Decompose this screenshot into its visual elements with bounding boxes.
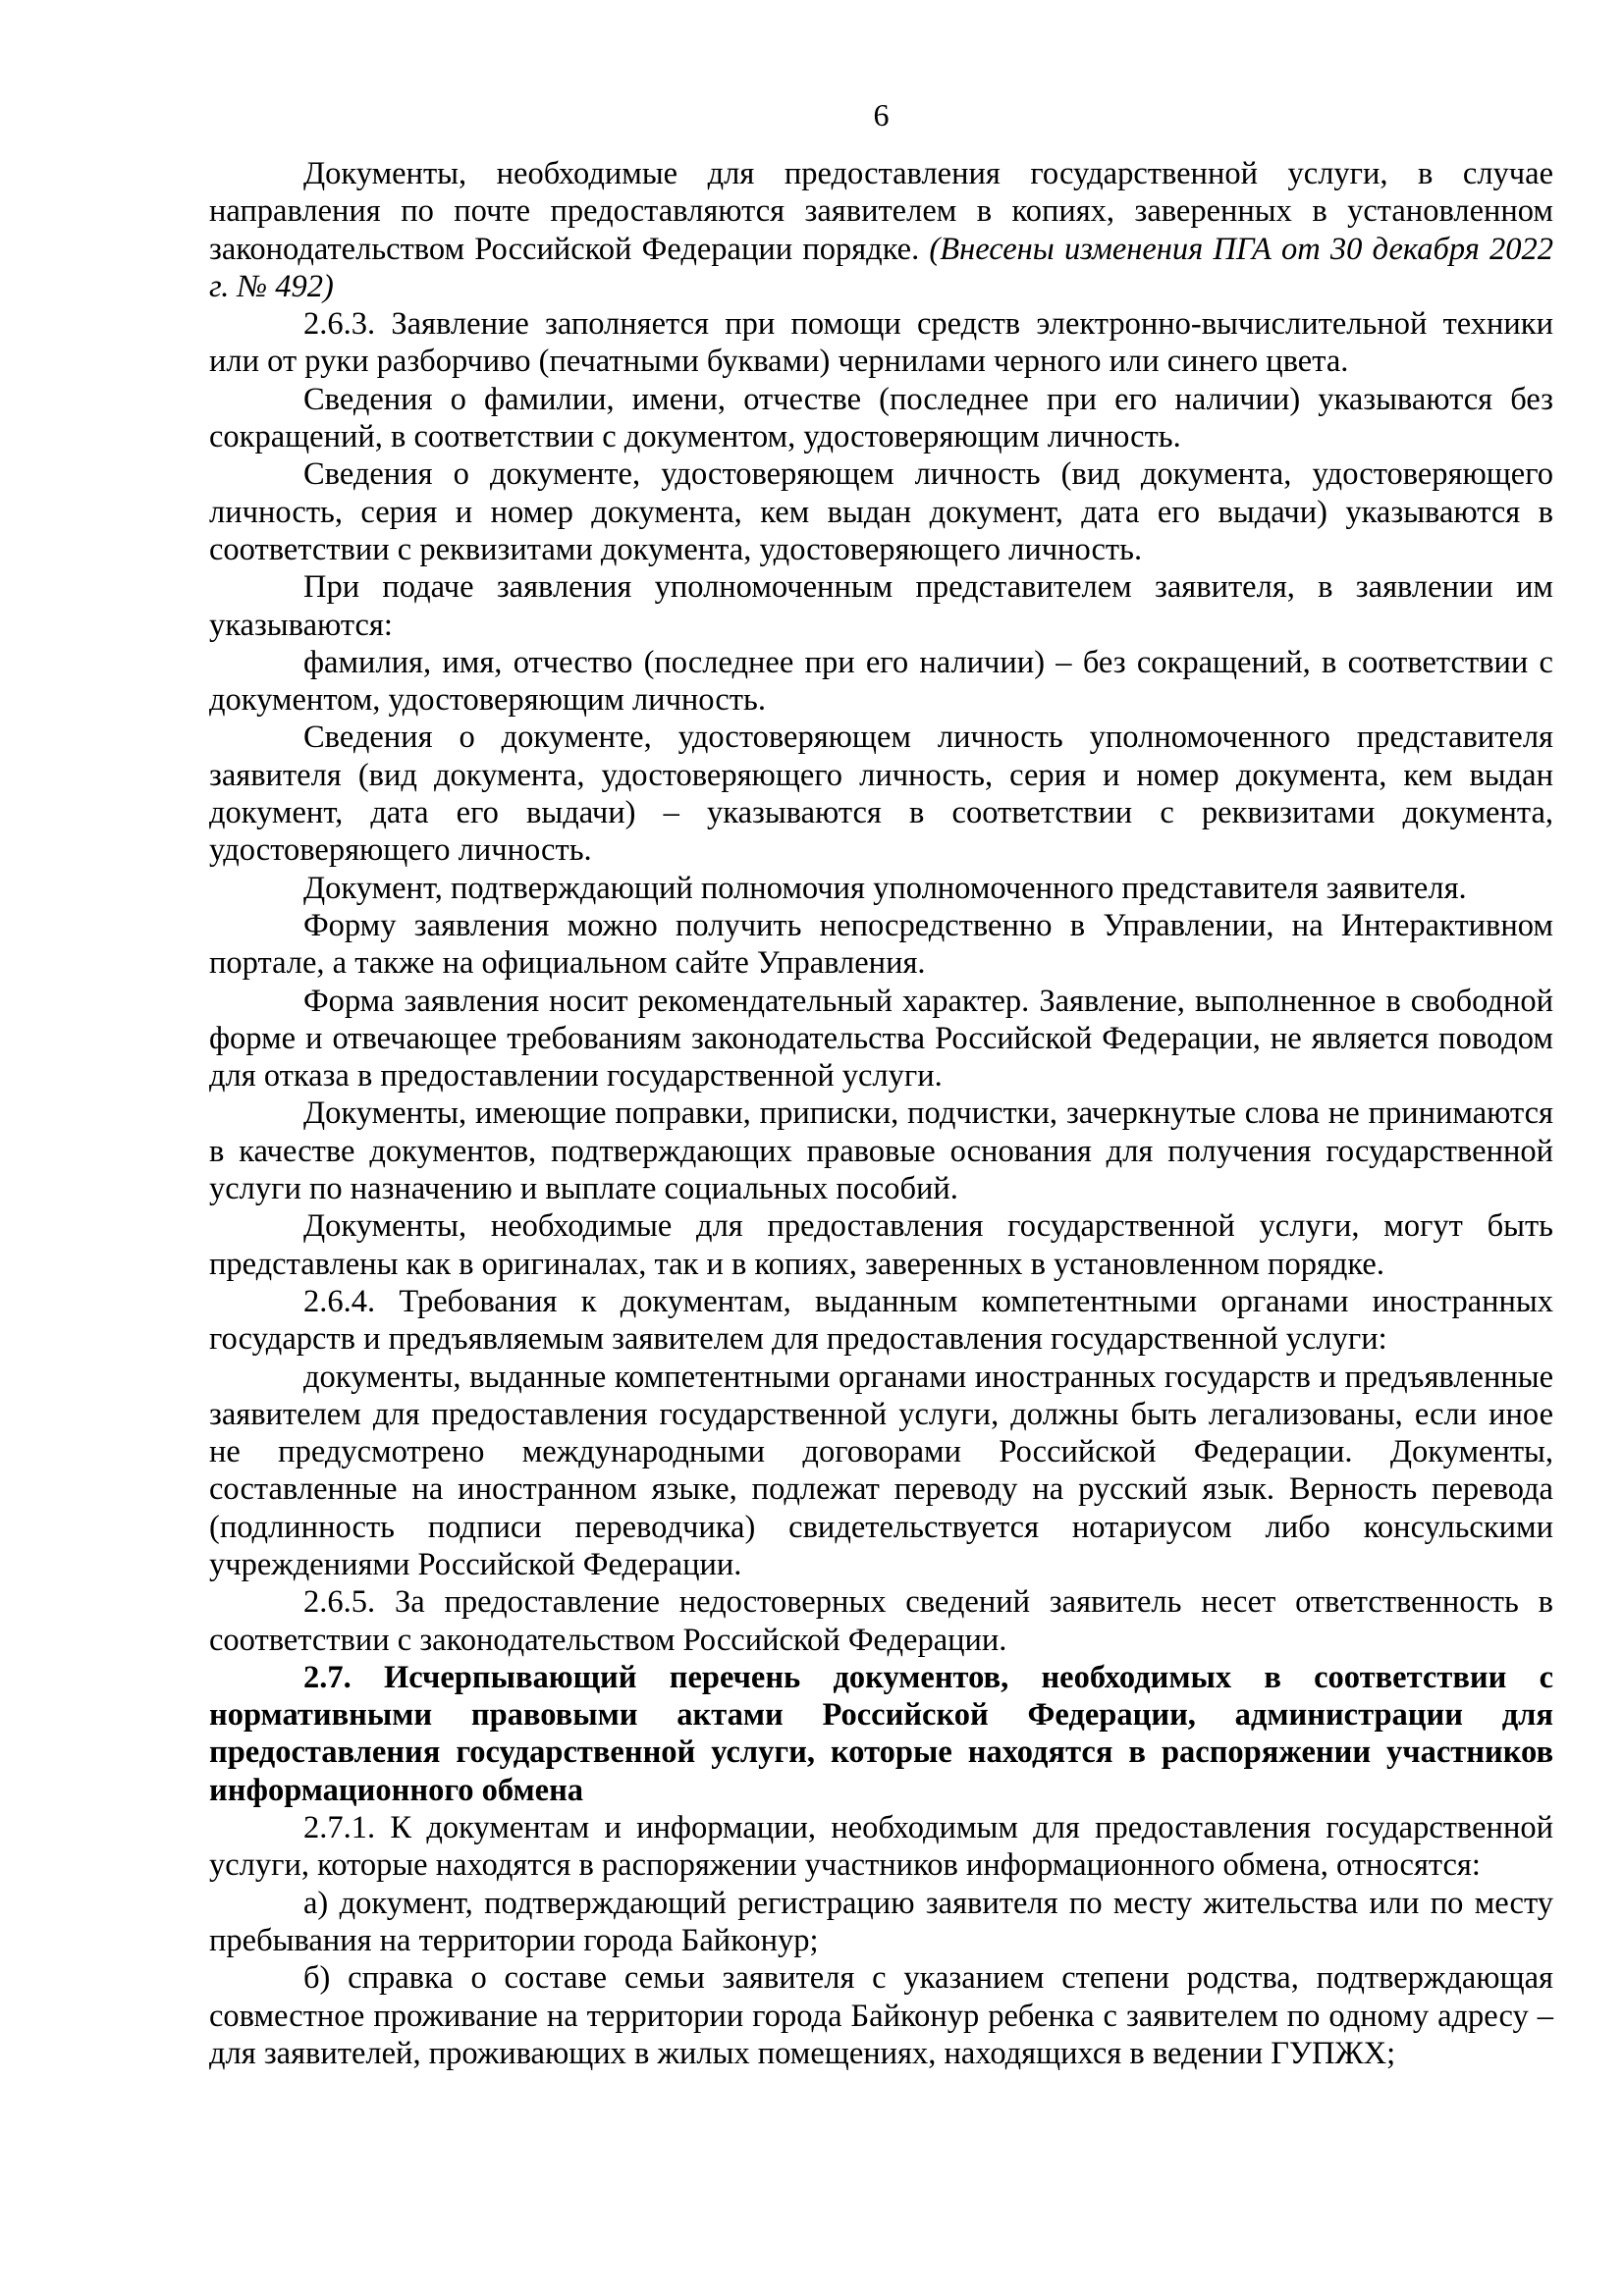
paragraph-text: Документы, необходимые для предоставления государственной услуги, в случае направления по почте предоставляются заявителем в копиях, заверенных в установленном законодательством Российской Федерации порядке.	[209, 156, 1553, 267]
paragraph-2-6-5: 2.6.5. За предоставление недостоверных сведений заявитель несет ответственность в соответствии с законодательством Российской Федерации.	[209, 1584, 1553, 1658]
paragraph-representative-name: фамилия, имя, отчество (последнее при его наличии) – без сокращений, в соответствии с документом, удостоверяющим личность.	[209, 644, 1553, 719]
paragraph-postal-documents	[209, 155, 1553, 305]
paragraph-2-7-1: 2.7.1. К документам и информации, необходимым для предоставления государственной услуги, которые находятся в распоряжении участников информационного обмена, относятся:	[209, 1810, 1553, 1884]
list-item-b: б) справка о составе семьи заявителя с указанием степени родства, подтверждающая совместное проживание на территории города Байконур ребенка с заявителем по одному адресу – для заявителей, проживающих в жилых помещениях, находящихся в ведении ГУПЖХ;	[209, 1960, 1553, 2071]
list-item-a: а) документ, подтверждающий регистрацию заявителя по месту жительства или по месту пребывания на территории города Байконур;	[209, 1885, 1553, 1958]
paragraph-form-availability: Форму заявления можно получить непосредственно в Управлении, на Интерактивном портале, а также на официальном сайте Управления.	[209, 907, 1553, 982]
paragraph-id-document-details: Сведения о документе, удостоверяющем личность (вид документа, удостоверяющего личность, серия и номер документа, кем выдан документ, дата его выдачи) указываются в соответствии с реквизитами документа, удостоверяющего личность.	[209, 456, 1553, 567]
paragraph-representative-id: Сведения о документе, удостоверяющем личность уполномоченного представителя заявителя (вид документа, удостоверяющего личность, серия и номер документа, кем выдан документ, дата его выдачи) – указываются в соответствии с реквизитами документа, удостоверяющего личность.	[209, 720, 1553, 869]
paragraph-foreign-documents: документы, выданные компетентными органами иностранных государств и предъявленные заявителем для предоставления государственной услуги, должны быть легализованы, если иное не предусмотрено международными договорами Российской Федерации. Документы, составленные на иностранном языке, подлежат переводу на русский язык. Верность перевода (подлинность подписи переводчика) свидетельствуется нотариусом либо консульскими учреждениями Российской Федерации.	[209, 1359, 1553, 1582]
paragraph-originals-copies: Документы, необходимые для предоставления государственной услуги, могут быть представлены как в оригиналах, так и в копиях, заверенных в установленном порядке.	[209, 1208, 1553, 1282]
amendment-note: (Внесены изменения ПГА от 30 декабря 2022 г. № 492)	[209, 231, 1553, 304]
paragraph-representative-intro: При подаче заявления уполномоченным представителем заявителя, в заявлении им указываются:	[209, 569, 1553, 643]
paragraph-authority-document: Документ, подтверждающий полномочия уполномоченного представителя заявителя.	[303, 870, 1467, 906]
paragraph-name-details: Сведения о фамилии, имени, отчестве (последнее при его наличии) указываются без сокращений, в соответствии с документом, удостоверяющим личность.	[209, 381, 1553, 455]
paragraph-form-recommendation: Форма заявления носит рекомендательный характер. Заявление, выполненное в свободной форме и отвечающее требованиям законодательства Российской Федерации, не является поводом для отказа в предоставлении государственной услуги.	[209, 983, 1553, 1095]
paragraph-corrections: Документы, имеющие поправки, приписки, подчистки, зачеркнутые слова не принимаются в качестве документов, подтверждающих правовые основания для получения государственной услуги по назначению и выплате социальных пособий.	[209, 1095, 1553, 1207]
paragraph-2-6-3: 2.6.3. Заявление заполняется при помощи средств электронно-вычислительной техники или от руки разборчиво (печатными буквами) чернилами черного или синего цвета.	[209, 306, 1553, 380]
document-body	[209, 155, 1553, 2072]
paragraph-2-6-4: 2.6.4. Требования к документам, выданным компетентными органами иностранных государств и предъявляемым заявителем для предоставления государственной услуги:	[209, 1283, 1553, 1358]
page-number: 6	[873, 97, 890, 133]
section-heading-2-7: 2.7. Исчерпывающий перечень документов, необходимых в соответствии с нормативными правовыми актами Российской Федерации, администрации для предоставления государственной услуги, которые находятся в распоряжении участников информационного обмена	[209, 1659, 1553, 1808]
